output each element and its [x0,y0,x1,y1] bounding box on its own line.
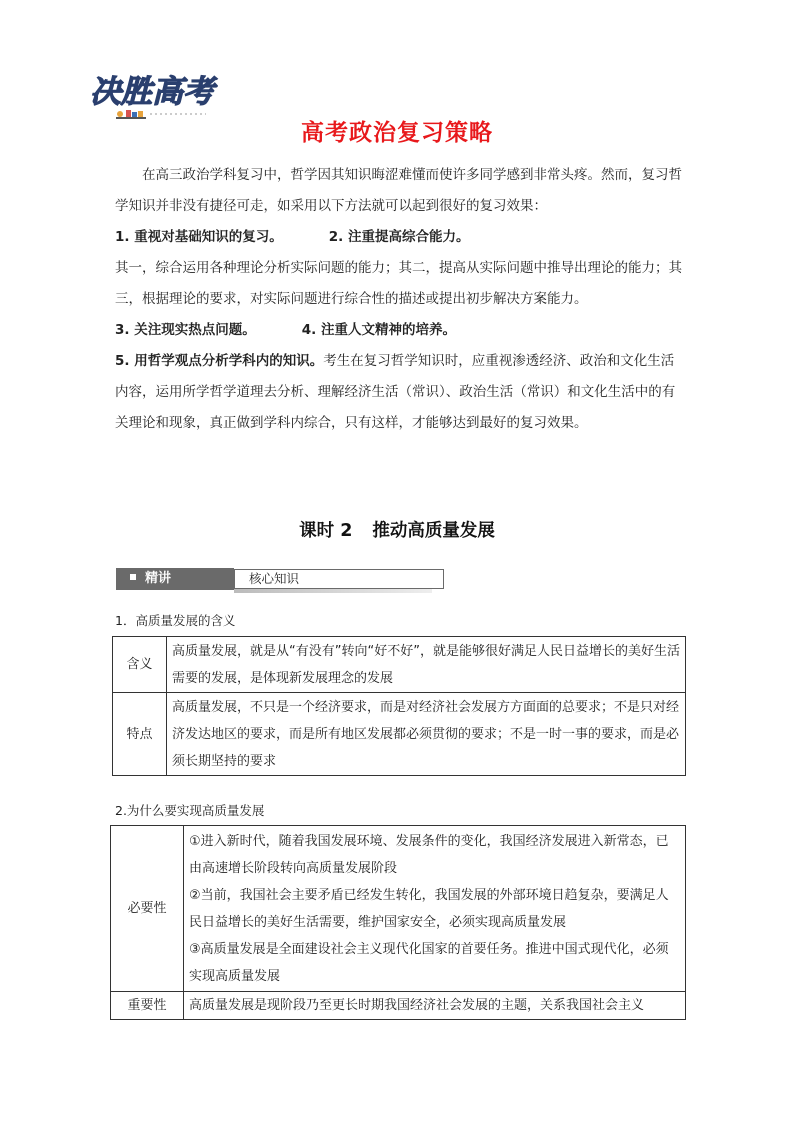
importance-label: 重要性 [111,992,184,1020]
necessity-item: ②当前，我国社会主要矛盾已经发生转化，我国发展的外部环境日趋复杂，要满足人民日益增长的美好生活需要，维护国家安全，必须实现高质量发展 [189,887,669,930]
lesson-title: 推动高质量发展 [372,521,495,541]
tip-2-detail: 其一，综合运用各种理论分析实际问题的能力；其二，提高从实际问题中推导出理论的能力；其三，根据理论的要求，对实际问题进行综合性的描述或提出初步解决方案能力。 [115,260,682,307]
meaning-table [112,636,686,776]
logo-text: 决胜高考 [90,74,214,110]
tip-2: 2. 注重提高综合能力。 [328,229,470,245]
tips-line-1 [115,222,685,253]
lesson-number: 课时 2 [299,521,353,541]
necessity-item: ③高质量发展是全面建设社会主义现代化国家的首要任务。推进中国式现代化，必须实现高质量发展 [189,941,669,984]
necessity-item: ①进入新时代，随着我国发展环境、发展条件的变化，我国经济发展进入新常态，已由高速增长阶段转向高质量发展阶段 [189,833,669,876]
tips-line-2 [115,315,685,346]
tip-5-body: 考生在复习哲学知识时，应重视渗透经济、政治和文化生活内容，运用所学哲学道理去分析、理解经济生活（常识）、政治生活（常识）和文化生活中的有关理论和现象，真正做到学科内综合，只有这样，才能够达到最好的复习效果。 [115,353,676,431]
necessity-content [184,826,686,992]
row-content: 高质量发展，就是从“有没有”转向“好不好”，就是能够很好满足人民日益增长的美好生活需要的发展，是体现新发展理念的发展 [167,637,686,693]
row-content: 高质量发展，不只是一个经济要求，而是对经济社会发展方方面面的总要求；不是只对经济发达地区的要求，而是所有地区发展都必须贯彻的要求；不是一时一事的要求，而是必须长期坚持的要求 [167,693,686,776]
banner-secondary: 核心知识 [234,569,444,589]
table-row [113,637,686,693]
square-bullet-icon [130,574,136,580]
banner-shadow [234,589,432,593]
tip-4: 4. 注重人文精神的培养。 [301,322,456,338]
intro-paragraph: 在高三政治学科复习中，哲学因其知识晦涩难懂而使许多同学感到非常头疼。然而，复习哲学知识并非没有捷径可走，如采用以下方法就可以起到很好的复习效果： [115,167,682,214]
table-row [113,693,686,776]
tip-1: 1. 重视对基础知识的复习。 [115,229,283,245]
reasons-table [110,825,686,1020]
table-row [111,992,686,1020]
page-title: 高考政治复习策略 [301,120,493,146]
importance-content: 高质量发展是现阶段乃至更长时期我国经济社会发展的主题，关系我国社会主义 [184,992,686,1020]
banner-primary-label: 精讲 [145,571,172,586]
tip-3: 3. 关注现实热点问题。 [115,322,256,338]
lesson-heading [0,517,794,542]
table-row [111,826,686,992]
section-banner [116,568,432,590]
row-label: 特点 [113,693,167,776]
row-label: 含义 [113,637,167,693]
section-1-title: 1．高质量发展的含义 [115,613,236,628]
tip-5 [115,346,685,439]
tip-5-heading: 5. 用哲学观点分析学科内的知识。 [115,353,324,369]
banner-primary [116,568,234,590]
section-2-title: 2.为什么要实现高质量发展 [115,803,265,818]
necessity-label: 必要性 [111,826,184,992]
